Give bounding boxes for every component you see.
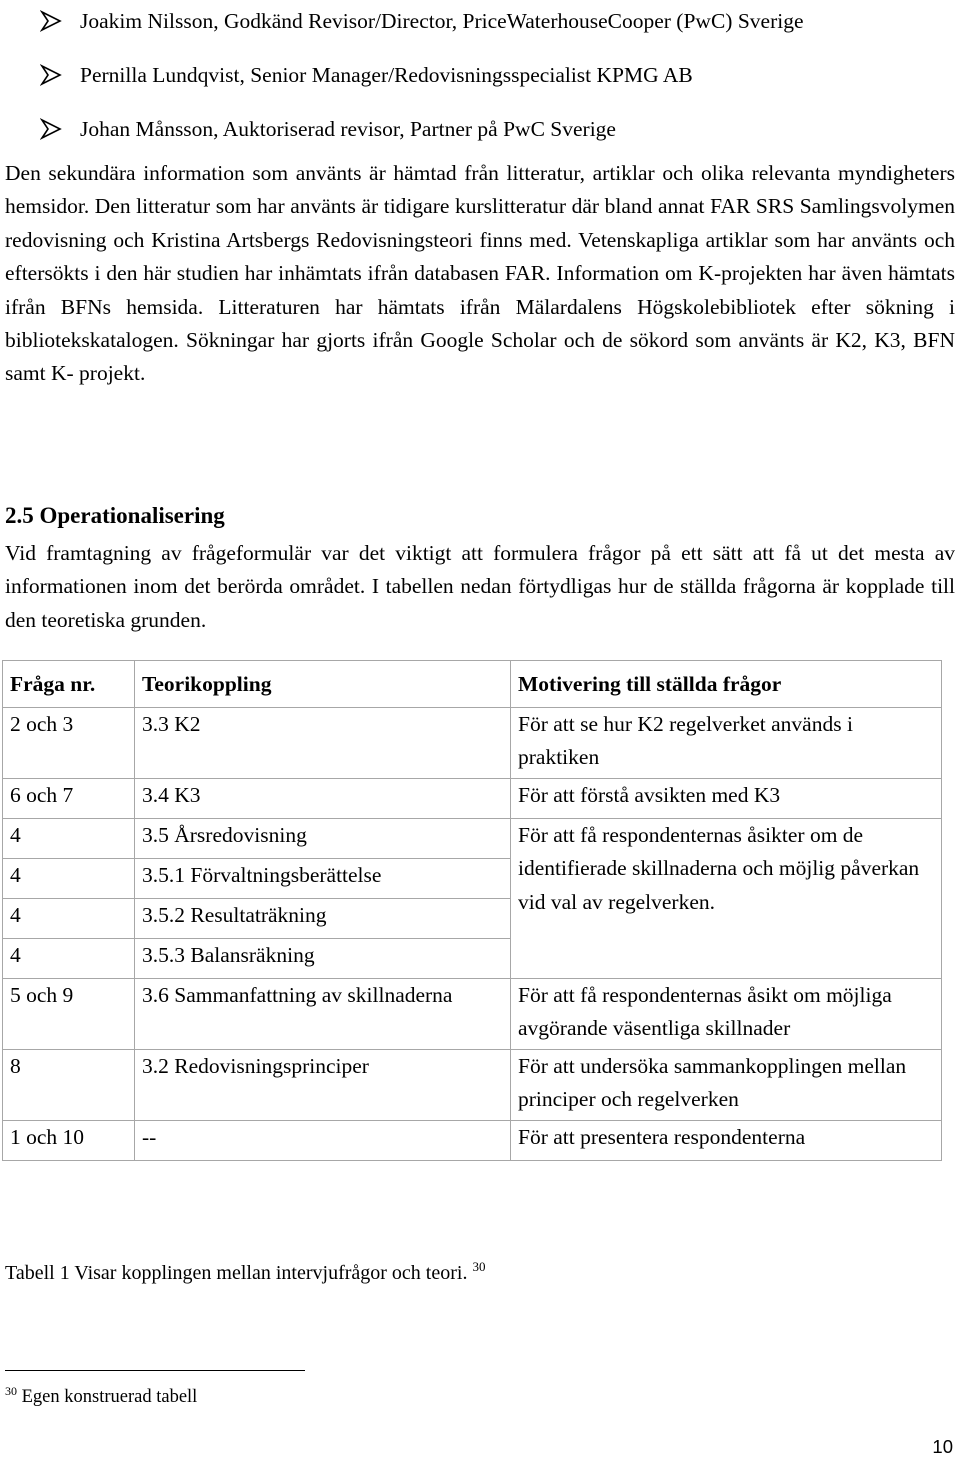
question-table <box>2 660 942 1161</box>
table-header-row <box>3 661 942 708</box>
secondary-info-paragraph: Den sekundära information som använts är hämtad från litteratur, artiklar och olika relevanta myndigheters hemsidor. Den litteratur som har använts är tidigare kurslitteratur där bland annat FAR SRS Samlingsvolymen redovisning och Kristina Artsbergs Redovisningsteori finns med. Vetenskapliga artiklar som har använts och eftersökts i den här studien har inhämtats ifrån databasen FAR. Information om K-projekten har även hämtats ifrån BFNs hemsida. Litteraturen har hämtats ifrån Mälardalens Högskolebibliotek efter sökning i bibliotekskatalogen. Sökningar har gjorts ifrån Google Scholar och de sökord som använts är K2, K3, BFN samt K- projekt. <box>5 161 955 386</box>
cell-motivering: För att presentera respondenterna <box>511 1121 942 1161</box>
arrow-bullet-icon <box>40 10 62 32</box>
page-number: 10 <box>932 1436 953 1457</box>
cell-teori: 3.4 K3 <box>135 779 511 819</box>
cell-fraga: 5 och 9 <box>3 979 135 1050</box>
cell-fraga: 4 <box>3 859 135 899</box>
operationalisering-paragraph: Vid framtagning av frågeformulär var det viktigt att formulera frågor på ett sätt att få ut det mesta av informationen inom det berörda området. I tabellen nedan förtydligas hur de ställda frågorna är kopplade till den teoretiska grunden. <box>5 541 955 632</box>
cell-fraga: 8 <box>3 1050 135 1121</box>
table-row <box>3 1050 942 1121</box>
cell-fraga: 4 <box>3 819 135 859</box>
header-fraga: Fråga nr. <box>3 661 135 708</box>
list-item <box>0 0 960 48</box>
footnote-separator <box>5 1370 305 1371</box>
cell-motivering: För att se hur K2 regelverket används i praktiken <box>511 708 942 779</box>
cell-teori: 3.5 Årsredovisning <box>135 819 511 859</box>
table-row <box>3 1121 942 1161</box>
cell-fraga: 1 och 10 <box>3 1121 135 1161</box>
list-item-text: Johan Månsson, Auktoriserad revisor, Partner på PwC Sverige <box>80 116 616 141</box>
interviewee-list <box>0 0 960 156</box>
footnote-text: Egen konstruerad tabell <box>21 1387 198 1407</box>
table-row <box>3 819 942 859</box>
cell-fraga: 4 <box>3 899 135 939</box>
footnote <box>5 1384 197 1408</box>
arrow-bullet-icon <box>40 118 62 140</box>
cell-fraga: 2 och 3 <box>3 708 135 779</box>
cell-teori: -- <box>135 1121 511 1161</box>
list-item-text: Pernilla Lundqvist, Senior Manager/Redovisningsspecialist KPMG AB <box>80 62 693 87</box>
cell-teori: 3.5.1 Förvaltningsberättelse <box>135 859 511 899</box>
cell-teori: 3.6 Sammanfattning av skillnaderna <box>135 979 511 1050</box>
list-item <box>0 48 960 102</box>
footnote-number: 30 <box>5 1384 17 1398</box>
header-teori: Teorikoppling <box>135 661 511 708</box>
cell-motivering: För att undersöka sammankopplingen mellan principer och regelverken <box>511 1050 942 1121</box>
cell-teori: 3.5.2 Resultaträkning <box>135 899 511 939</box>
cell-teori: 3.2 Redovisningsprinciper <box>135 1050 511 1121</box>
caption-footnote-ref[interactable]: 30 <box>472 1259 486 1274</box>
caption-text: Tabell 1 Visar kopplingen mellan intervjufrågor och teori. <box>5 1262 468 1284</box>
header-motivering: Motivering till ställda frågor <box>511 661 942 708</box>
cell-teori: 3.5.3 Balansräkning <box>135 939 511 979</box>
table-row <box>3 708 942 779</box>
cell-fraga: 6 och 7 <box>3 779 135 819</box>
cell-motivering: För att förstå avsikten med K3 <box>511 779 942 819</box>
list-item <box>0 102 960 156</box>
table-row <box>3 779 942 819</box>
table-caption <box>5 1259 485 1285</box>
table-row <box>3 979 942 1050</box>
cell-fraga: 4 <box>3 939 135 979</box>
arrow-bullet-icon <box>40 64 62 86</box>
section-heading: 2.5 Operationalisering <box>5 503 225 528</box>
cell-teori: 3.3 K2 <box>135 708 511 779</box>
cell-motivering-merged: För att få respondenternas åsikter om de identifierade skillnaderna och möjlig påverkan vid val av regelverken. <box>511 819 942 979</box>
list-item-text: Joakim Nilsson, Godkänd Revisor/Director, PriceWaterhouseCooper (PwC) Sverige <box>80 8 804 33</box>
cell-motivering: För att få respondenternas åsikt om möjliga avgörande väsentliga skillnader <box>511 979 942 1050</box>
